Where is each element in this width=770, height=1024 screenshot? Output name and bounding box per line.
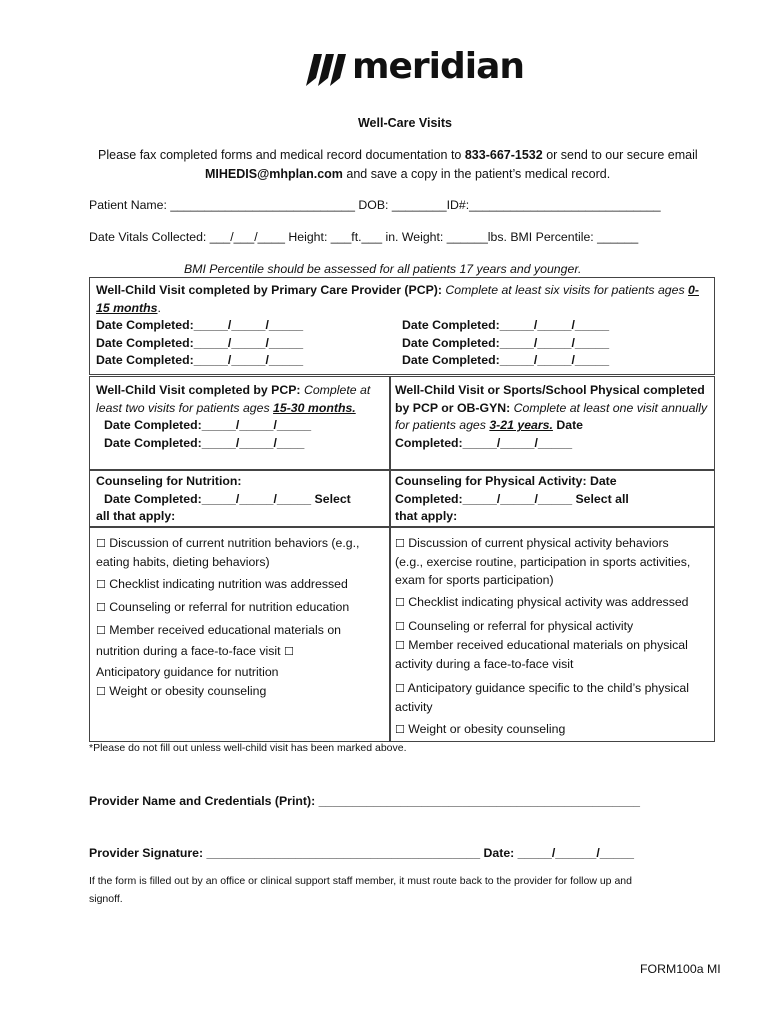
- provider-signature-field[interactable]: Provider Signature: ________________________________________ Date: _____/______/_____: [89, 846, 634, 860]
- provider-name-field[interactable]: Provider Name and Credentials (Print): _______________________________________________: [89, 794, 641, 808]
- checkbox-icon[interactable]: ☐: [96, 537, 106, 550]
- nutrition-item-checklist[interactable]: ☐ Checklist indicating nutrition was addressed: [96, 577, 348, 591]
- physical-header: Counseling for Physical Activity: Date Completed:_____/_____/_____ Select all that apply:: [395, 474, 629, 523]
- date-completed-field[interactable]: Date Completed:_____/_____/_____ Select: [104, 491, 351, 506]
- checkbox-icon[interactable]: ☐: [395, 620, 405, 633]
- meridian-logo-icon: [300, 44, 352, 92]
- fax-number: 833-667-1532: [464, 148, 543, 162]
- checkbox-icon[interactable]: ☐: [395, 682, 405, 695]
- logo-wordmark: meridian: [352, 46, 525, 87]
- nutrition-item-weight[interactable]: ☐ Weight or obesity counseling: [96, 684, 267, 698]
- box3-content: Well-Child Visit or Sports/School Physical completed by PCP or OB-GYN: Complete at least one visit annually for patients ages 3-21 years. Date Completed:_____/_____/_____: [395, 382, 707, 452]
- physical-item-discussion[interactable]: ☐ Discussion of current physical activity behaviors (e.g., exercise routine, participation in sports activities, exam for sports participation): [395, 536, 691, 587]
- bmi-note: BMI Percentile should be assessed for all patients 17 years and younger.: [184, 262, 582, 276]
- page-title: Well-Care Visits: [357, 116, 453, 130]
- form-id: FORM100a MI: [640, 962, 721, 976]
- footnote: *Please do not fill out unless well-child visit has been marked above.: [89, 742, 407, 754]
- nutrition-header: Counseling for Nutrition: Date Completed:_____/_____/_____ Select all that apply:: [96, 474, 351, 523]
- nutrition-item-anticipatory: Anticipatory guidance for nutrition: [96, 665, 279, 679]
- physical-item-checklist[interactable]: ☐ Checklist indicating physical activity was addressed: [395, 595, 689, 609]
- physical-item-anticipatory[interactable]: ☐ Anticipatory guidance specific to the child’s physical activity: [395, 681, 690, 714]
- date-completed-field[interactable]: Date Completed:_____/_____/_____: [104, 418, 312, 432]
- checkbox-icon[interactable]: ☐: [96, 601, 106, 614]
- nutrition-item-discussion[interactable]: ☐ Discussion of current nutrition behaviors (e.g., eating habits, dieting behaviors): [96, 536, 360, 569]
- date-completed-field[interactable]: Date Completed:_____/_____/_____: [96, 353, 304, 367]
- staff-note: If the form is filled out by an office or clinical support staff member, it must route back to the provider for follow up and signoff.: [89, 875, 632, 905]
- checkbox-icon[interactable]: ☐: [395, 537, 405, 550]
- intro-line-1: Please fax completed forms and medical record documentation to 833-667-1532 or send to our secure email: [98, 148, 698, 162]
- box1-heading: Well-Child Visit completed by Primary Care Provider (PCP): Complete at least six visits for patients ages 0- 15 months.: [96, 283, 699, 315]
- date-completed-field[interactable]: Date Completed:_____/_____/_____: [96, 318, 304, 332]
- date-completed-field[interactable]: Date Completed:_____/_____/_____: [402, 318, 610, 332]
- date-completed-field[interactable]: Completed:_____/_____/_____: [395, 435, 573, 450]
- checkbox-icon[interactable]: ☐: [395, 723, 405, 736]
- checkbox-icon[interactable]: ☐: [283, 645, 294, 658]
- checkbox-icon[interactable]: ☐: [96, 624, 106, 637]
- checkbox-icon[interactable]: ☐: [96, 685, 106, 698]
- checkbox-icon[interactable]: ☐: [96, 578, 106, 591]
- box1-dates-left: [96, 317, 303, 370]
- nutrition-item-counseling[interactable]: ☐ Counseling or referral for nutrition education: [96, 600, 350, 614]
- date-completed-field[interactable]: Date Completed:_____/_____/_____: [402, 353, 610, 367]
- box1-dates-right: [402, 317, 609, 370]
- nutrition-item-materials[interactable]: ☐ Member received educational materials on nutrition during a face-to-face visit ☐ Anticipatory guidance for nutrition: [96, 623, 341, 679]
- intro-line-2: MIHEDIS@mhplan.com and save a copy in the patient’s medical record.: [205, 167, 611, 181]
- date-completed-field[interactable]: Date Completed:_____/_____/_____: [96, 335, 304, 350]
- physical-item-counseling[interactable]: ☐ Counseling or referral for physical activity: [395, 619, 634, 633]
- physical-item-weight[interactable]: ☐ Weight or obesity counseling: [395, 722, 566, 736]
- date-completed-field[interactable]: Completed:_____/_____/_____ Select all: [395, 491, 629, 506]
- checkbox-icon[interactable]: ☐: [395, 639, 405, 652]
- patient-info-line: Patient Name: ___________________________ DOB: ________ID#:____________________________: [89, 198, 661, 212]
- physical-item-materials[interactable]: ☐ Member received educational materials on physical activity during a face-to-face visit: [395, 638, 688, 671]
- vitals-line: Date Vitals Collected: ___/___/____ Height: ___ft.___ in. Weight: ______lbs. BMI Percentile: ______: [89, 230, 639, 244]
- date-completed-field[interactable]: Date Completed:_____/_____/____: [104, 435, 305, 450]
- box2-content: Well-Child Visit completed by PCP: Complete at least two visits for patients ages 15-30 months. Date Completed:_____/_____/_____ Date Completed:_____/_____/____: [96, 382, 370, 452]
- secure-email: MIHEDIS@mhplan.com: [205, 167, 343, 181]
- checkbox-icon[interactable]: ☐: [395, 596, 405, 609]
- date-completed-field[interactable]: Date Completed:_____/_____/_____: [402, 335, 610, 350]
